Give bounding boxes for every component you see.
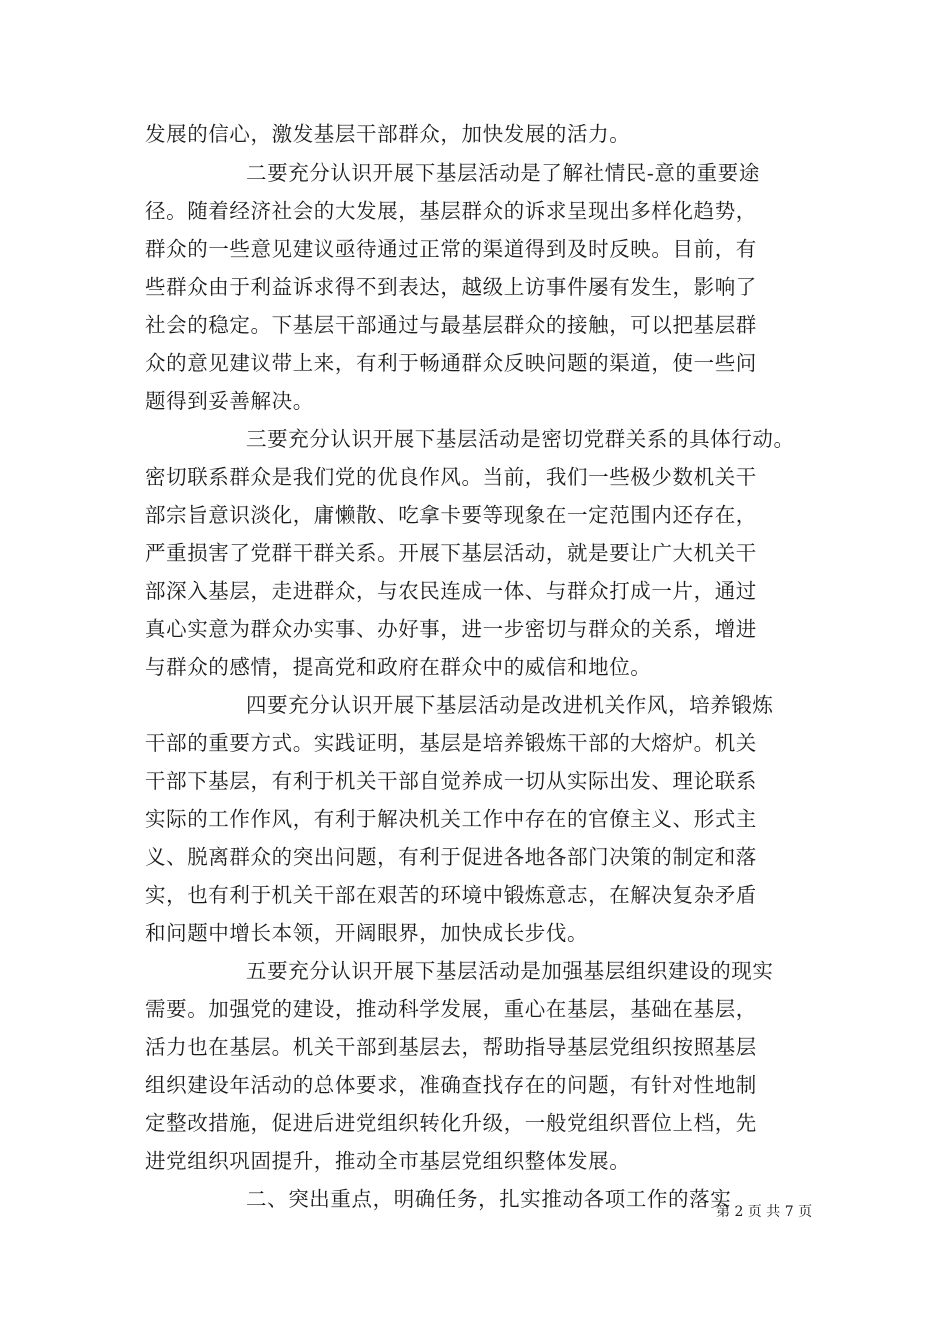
text-line: 和问题中增长本领，开阔眼界，加快成长步伐。	[145, 921, 589, 945]
paragraph-start-line: 三要充分认识开展下基层活动是密切党群关系的具体行动。	[246, 427, 795, 451]
text-line: 实际的工作作风，有利于解决机关工作中存在的官僚主义、形式主	[145, 807, 757, 831]
text-line: 真心实意为群众办实事、办好事，进一步密切与群众的关系，增进	[145, 617, 757, 641]
text-line: 干部下基层，有利于机关干部自觉养成一切从实际出发、理论联系	[145, 769, 757, 793]
text-line: 实，也有利于机关干部在艰苦的环境中锻炼意志，在解决复杂矛盾	[145, 883, 757, 907]
text-line: 活力也在基层。机关干部到基层去，帮助指导基层党组织按照基层	[145, 1035, 757, 1059]
paragraph-start-line: 二要充分认识开展下基层活动是了解社情民-意的重要途	[246, 161, 760, 185]
text-line: 题得到妥善解决。	[145, 389, 314, 413]
text-line: 进党组织巩固提升，推动全市基层党组织整体发展。	[145, 1149, 631, 1173]
text-line: 组织建设年活动的总体要求，准确查找存在的问题，有针对性地制	[145, 1073, 757, 1097]
text-line: 部深入基层，走进群众，与农民连成一体、与群众打成一片，通过	[145, 579, 757, 603]
text-line: 些群众由于利益诉求得不到表达，越级上访事件屡有发生，影响了	[145, 275, 757, 299]
text-line: 社会的稳定。下基层干部通过与最基层群众的接触，可以把基层群	[145, 313, 757, 337]
text-line: 干部的重要方式。实践证明，基层是培养锻炼干部的大熔炉。机关	[145, 731, 757, 755]
page-number-footer: 第 2 页 共 7 页	[716, 1204, 813, 1220]
text-line: 发展的信心，激发基层干部群众，加快发展的活力。	[145, 122, 631, 146]
text-line: 需要。加强党的建设，推动科学发展，重心在基层，基础在基层，	[145, 997, 757, 1021]
text-line: 众的意见建议带上来，有利于畅通群众反映问题的渠道，使一些问	[145, 351, 757, 375]
text-line: 与群众的感情，提高党和政府在群众中的威信和地位。	[145, 655, 652, 679]
text-line: 径。随着经济社会的大发展，基层群众的诉求呈现出多样化趋势，	[145, 199, 757, 223]
text-line: 密切联系群众是我们党的优良作风。当前，我们一些极少数机关干	[145, 465, 757, 489]
text-line: 义、脱离群众的突出问题，有利于促进各地各部门决策的制定和落	[145, 845, 757, 869]
text-line: 群众的一些意见建议亟待通过正常的渠道得到及时反映。目前，有	[145, 237, 757, 261]
text-line: 严重损害了党群干群关系。开展下基层活动，就是要让广大机关干	[145, 541, 757, 565]
section-heading: 二、突出重点，明确任务，扎实推动各项工作的落实	[246, 1187, 732, 1211]
text-line: 定整改措施，促进后进党组织转化升级，一般党组织晋位上档，先	[145, 1111, 757, 1135]
text-line: 部宗旨意识淡化，庸懒散、吃拿卡要等现象在一定范围内还存在，	[145, 503, 757, 527]
paragraph-start-line: 五要充分认识开展下基层活动是加强基层组织建设的现实	[246, 959, 774, 983]
paragraph-start-line: 四要充分认识开展下基层活动是改进机关作风，培养锻炼	[246, 693, 774, 717]
